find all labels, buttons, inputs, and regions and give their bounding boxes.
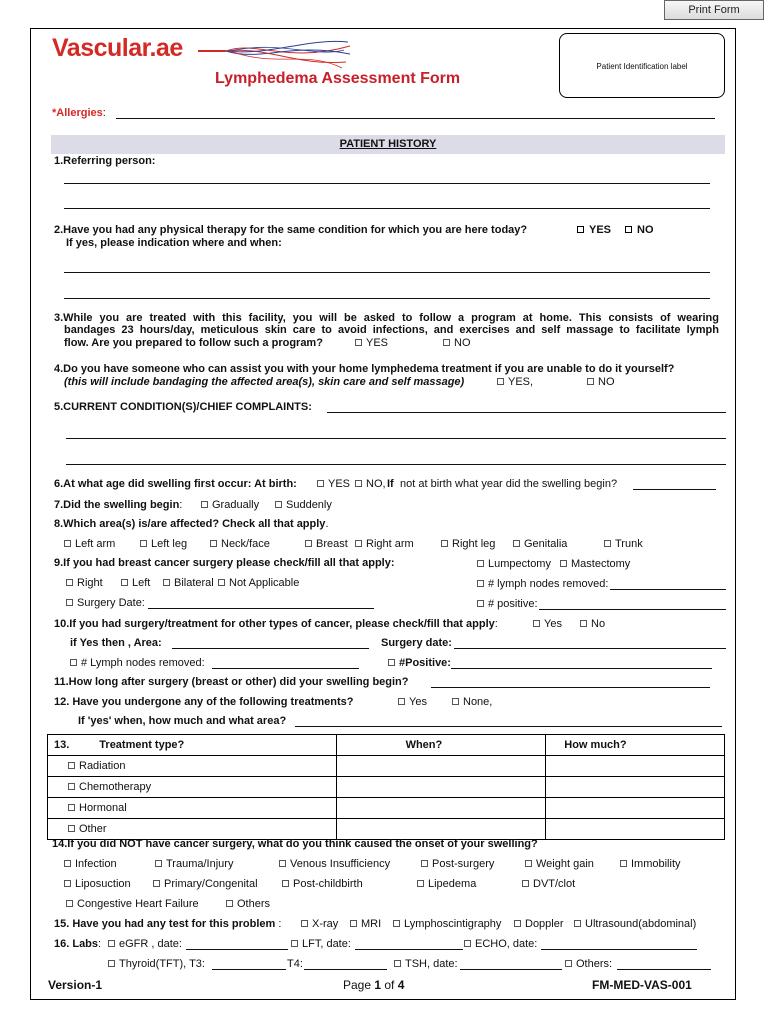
q14-infection[interactable]: Infection	[64, 858, 117, 870]
q9-surgery-date[interactable]: Surgery Date:	[66, 597, 145, 609]
q8-neck-face[interactable]: Neck/face	[210, 538, 270, 550]
checkbox-icon[interactable]	[625, 226, 632, 233]
q16-echo-field[interactable]	[541, 949, 697, 950]
checkbox-icon[interactable]	[522, 880, 529, 887]
q12-followup: If 'yes' when, how much and what area?	[78, 715, 287, 727]
checkbox-icon[interactable]	[587, 378, 594, 385]
patient-id-label-box: Patient Identification label	[559, 33, 725, 98]
checkbox-icon[interactable]	[282, 880, 289, 887]
q9-positive-field[interactable]	[539, 609, 726, 610]
checkbox-icon[interactable]	[417, 880, 424, 887]
checkbox-icon[interactable]	[163, 579, 170, 586]
table-header-cell: When?	[336, 735, 546, 756]
q1-label: 1.Referring person:	[54, 155, 156, 167]
q16-thyroid[interactable]: Thyroid(TFT), T3:	[108, 958, 205, 970]
q14-primary-congenital[interactable]: Primary/Congenital	[153, 878, 258, 890]
q9-bilateral[interactable]: Bilateral	[163, 577, 214, 589]
q10-no[interactable]: No	[580, 618, 605, 630]
table-cell[interactable]	[546, 798, 725, 819]
checkbox-icon[interactable]	[275, 501, 282, 508]
q14-post-surgery[interactable]: Post-surgery	[421, 858, 494, 870]
logo-vessels-icon	[196, 38, 352, 72]
q12-label: 12. Have you undergone any of the following treatments?	[54, 696, 354, 708]
checkbox-icon[interactable]	[68, 825, 75, 832]
checkbox-icon[interactable]	[443, 339, 450, 346]
q9-mastectomy[interactable]: Mastectomy	[560, 558, 630, 570]
checkbox-icon[interactable]	[355, 540, 362, 547]
q12-field[interactable]	[295, 726, 722, 727]
q2-field-line-1[interactable]	[64, 272, 710, 273]
q11-label: 11.How long after surgery (breast or other) did your swelling begin?	[54, 676, 409, 688]
q4-no[interactable]: NO	[587, 376, 615, 388]
checkbox-icon[interactable]	[201, 501, 208, 508]
table-cell[interactable]: Hormonal	[48, 798, 337, 819]
table-cell[interactable]	[336, 798, 546, 819]
checkbox-icon[interactable]	[355, 480, 362, 487]
checkbox-icon[interactable]	[140, 540, 147, 547]
q11-field[interactable]	[431, 687, 710, 688]
q15-lymphoscintigraphy[interactable]: Lymphoscintigraphy	[393, 918, 501, 930]
q9-surgery-date-field[interactable]	[148, 608, 374, 609]
q10-area-label: if Yes then , Area:	[70, 637, 162, 649]
checkbox-icon[interactable]	[464, 940, 471, 947]
q4-line2: (this will include bandaging the affected area(s), skin care and self massage)	[64, 376, 465, 388]
q1-field-line-2[interactable]	[64, 208, 710, 209]
checkbox-icon[interactable]	[497, 378, 504, 385]
q15-ultrasound[interactable]: Ultrasound(abdominal)	[574, 918, 696, 930]
q8-genitalia[interactable]: Genitalia	[513, 538, 567, 550]
q10-positive-field[interactable]	[451, 668, 712, 669]
checkbox-icon[interactable]	[441, 540, 448, 547]
checkbox-icon[interactable]	[108, 940, 115, 947]
table-cell[interactable]	[336, 819, 546, 840]
q3-yes[interactable]: YES	[355, 337, 388, 349]
checkbox-icon[interactable]	[477, 600, 484, 607]
q6-rest: not at birth what year did the swelling begin?	[400, 478, 618, 490]
checkbox-icon[interactable]	[279, 860, 286, 867]
q9-nodes-removed-field[interactable]	[610, 589, 726, 590]
q2-followup: If yes, please indication where and when:	[66, 237, 282, 249]
checkbox-icon[interactable]	[513, 540, 520, 547]
print-form-button[interactable]: Print Form	[664, 0, 764, 20]
q16-lft[interactable]: LFT, date:	[291, 938, 351, 950]
q16-t4-label: T4:	[287, 958, 303, 970]
checkbox-icon[interactable]	[574, 920, 581, 927]
checkbox-icon[interactable]	[108, 960, 115, 967]
q15-doppler[interactable]: Doppler	[514, 918, 564, 930]
checkbox-icon[interactable]	[560, 560, 567, 567]
q14-post-childbirth[interactable]: Post-childbirth	[282, 878, 363, 890]
q6-label: 6.At what age did swelling first occur: At birth:	[54, 478, 297, 490]
checkbox-icon[interactable]	[291, 940, 298, 947]
q7-label: 7.Did the swelling begin:	[54, 499, 183, 511]
q2-no[interactable]: NO	[625, 224, 654, 236]
q7-suddenly[interactable]: Suddenly	[275, 499, 332, 511]
checkbox-icon[interactable]	[226, 900, 233, 907]
table-row	[48, 777, 725, 798]
checkbox-icon[interactable]	[68, 762, 75, 769]
checkbox-icon[interactable]	[620, 860, 627, 867]
q9-left[interactable]: Left	[121, 577, 150, 589]
q14-label: 14.If you did NOT have cancer surgery, what do you think caused the onset of your swelling?	[52, 838, 538, 850]
checkbox-icon[interactable]	[477, 580, 484, 587]
checkbox-icon[interactable]	[394, 960, 401, 967]
checkbox-icon[interactable]	[317, 480, 324, 487]
checkbox-icon[interactable]	[525, 860, 532, 867]
checkbox-icon[interactable]	[421, 860, 428, 867]
footer-page-number: Page 1 of 4	[343, 978, 405, 992]
checkbox-icon[interactable]	[218, 579, 225, 586]
q14-dvt-clot[interactable]: DVT/clot	[522, 878, 575, 890]
q4-line1: 4.Do you have someone who can assist you with your home lymphedema treatment if you are unable to do it yourself?	[54, 363, 675, 375]
checkbox-icon[interactable]	[577, 226, 584, 233]
q16-lft-field[interactable]	[355, 949, 463, 950]
checkbox-icon[interactable]	[393, 920, 400, 927]
q6-year-field[interactable]	[633, 489, 716, 490]
q8-trunk[interactable]: Trunk	[604, 538, 643, 550]
checkbox-icon[interactable]	[398, 698, 405, 705]
q15-mri[interactable]: MRI	[350, 918, 381, 930]
q10-positive[interactable]: #Positive:	[388, 657, 451, 669]
q16-tsh[interactable]: TSH, date:	[394, 958, 458, 970]
checkbox-icon[interactable]	[452, 698, 459, 705]
checkbox-icon[interactable]	[66, 599, 73, 606]
allergies-label: *Allergies:	[52, 107, 106, 119]
logo: Vascular.ae	[52, 34, 183, 62]
table-row	[48, 819, 725, 840]
q5-field-line-2[interactable]	[66, 438, 726, 439]
checkbox-icon[interactable]	[153, 880, 160, 887]
q4-yes[interactable]: YES,	[497, 376, 533, 388]
q8-right-leg[interactable]: Right leg	[441, 538, 495, 550]
form-frame	[30, 28, 736, 1000]
q12-none[interactable]: None,	[452, 696, 492, 708]
table-row	[48, 798, 725, 819]
q10-label: 10.If you had surgery/treatment for other types of cancer, please check/fill that apply:	[54, 618, 498, 630]
checkbox-icon[interactable]	[210, 540, 217, 547]
checkbox-icon[interactable]	[64, 540, 71, 547]
checkbox-icon[interactable]	[68, 783, 75, 790]
table-cell[interactable]	[336, 756, 546, 777]
q3-line3: flow. Are you prepared to follow such a program?	[64, 337, 323, 349]
q2-label: 2.Have you had any physical therapy for the same condition for which you are here today?	[54, 224, 528, 236]
q16-others-field[interactable]	[617, 969, 711, 970]
q6-no[interactable]: NO,	[355, 478, 386, 490]
q10-surgery-date-field[interactable]	[454, 648, 726, 649]
checkbox-icon[interactable]	[66, 579, 73, 586]
checkbox-icon[interactable]	[70, 659, 77, 666]
q6-yes[interactable]: YES	[317, 478, 350, 490]
q5-field-line-3[interactable]	[66, 464, 726, 465]
table-header-cell: How much?	[546, 735, 725, 756]
q9-right[interactable]: Right	[66, 577, 103, 589]
q5-label: 5.CURRENT CONDITION(S)/CHIEF COMPLAINTS:	[54, 401, 312, 413]
q10-yes[interactable]: Yes	[533, 618, 562, 630]
q16-echo[interactable]: ECHO, date:	[464, 938, 537, 950]
checkbox-icon[interactable]	[388, 659, 395, 666]
q9-lumpectomy[interactable]: Lumpectomy	[477, 558, 551, 570]
q12-yes[interactable]: Yes	[398, 696, 427, 708]
checkbox-icon[interactable]	[121, 579, 128, 586]
q14-trauma[interactable]: Trauma/Injury	[155, 858, 233, 870]
q3-no[interactable]: NO	[443, 337, 471, 349]
checkbox-icon[interactable]	[355, 339, 362, 346]
checkbox-icon[interactable]	[514, 920, 521, 927]
q8-breast[interactable]: Breast	[305, 538, 348, 550]
table-cell[interactable]	[546, 777, 725, 798]
checkbox-icon[interactable]	[604, 540, 611, 547]
q9-label: 9.If you had breast cancer surgery please check/fill all that apply:	[54, 557, 395, 569]
checkbox-icon[interactable]	[155, 860, 162, 867]
q15-label: 15. Have you had any test for this problem :	[54, 918, 282, 930]
checkbox-icon[interactable]	[68, 804, 75, 811]
table-cell[interactable]: Chemotherapy	[48, 777, 337, 798]
q2-field-line-2[interactable]	[64, 298, 710, 299]
q14-weight-gain[interactable]: Weight gain	[525, 858, 594, 870]
q16-t4-field[interactable]	[304, 969, 387, 970]
q1-field-line-1[interactable]	[64, 183, 710, 184]
footer-form-code: FM-MED-VAS-001	[592, 978, 692, 992]
q16-label: 16. Labs:	[54, 938, 102, 950]
q9-nodes-removed[interactable]: # lymph nodes removed:	[477, 578, 608, 590]
footer-version: Version-1	[48, 978, 103, 992]
checkbox-icon[interactable]	[580, 620, 587, 627]
q14-lipedema[interactable]: Lipedema	[417, 878, 476, 890]
q7-gradually[interactable]: Gradually	[201, 499, 259, 511]
checkbox-icon[interactable]	[305, 540, 312, 547]
q5-field-line-1[interactable]	[327, 412, 726, 413]
q8-right-arm[interactable]: Right arm	[355, 538, 414, 550]
q10-surgery-date-label: Surgery date:	[381, 637, 452, 649]
q10-nodes-removed[interactable]: # Lymph nodes removed:	[70, 657, 205, 669]
q10-nodes-removed-field[interactable]	[212, 668, 359, 669]
q14-others[interactable]: Others	[226, 898, 270, 910]
q15-xray[interactable]: X-ray	[301, 918, 338, 930]
table-row	[48, 756, 725, 777]
section-title: PATIENT HISTORY	[51, 135, 725, 154]
q8-left-leg[interactable]: Left leg	[140, 538, 187, 550]
table-cell[interactable]: Radiation	[48, 756, 337, 777]
checkbox-icon[interactable]	[533, 620, 540, 627]
q14-venous[interactable]: Venous Insufficiency	[279, 858, 390, 870]
checkbox-icon[interactable]	[66, 900, 73, 907]
table-cell[interactable]	[336, 777, 546, 798]
treatment-table	[47, 734, 725, 840]
q16-egfr-field[interactable]	[186, 949, 288, 950]
q8-label: 8.Which area(s) is/are affected? Check all that apply.	[54, 518, 329, 530]
q14-chf[interactable]: Congestive Heart Failure	[66, 898, 199, 910]
checkbox-icon[interactable]	[64, 860, 71, 867]
table-header-row	[48, 735, 725, 756]
form-title: Lymphedema Assessment Form	[215, 70, 461, 87]
q16-t3-field[interactable]	[212, 969, 286, 970]
checkbox-icon[interactable]	[350, 920, 357, 927]
q14-liposuction[interactable]: Liposuction	[64, 878, 131, 890]
q6-if: If	[387, 478, 394, 490]
q14-immobility[interactable]: Immobility	[620, 858, 681, 870]
checkbox-icon[interactable]	[565, 960, 572, 967]
q16-tsh-field[interactable]	[460, 969, 562, 970]
q9-not-applicable[interactable]: Not Applicable	[218, 577, 299, 589]
q2-yes[interactable]: YES	[577, 224, 611, 236]
q16-egfr[interactable]: eGFR , date:	[108, 938, 182, 950]
q8-left-arm[interactable]: Left arm	[64, 538, 115, 550]
allergies-field[interactable]	[116, 118, 715, 119]
table-cell[interactable]	[546, 819, 725, 840]
table-cell[interactable]: Other	[48, 819, 337, 840]
q9-positive[interactable]: # positive:	[477, 598, 538, 610]
checkbox-icon[interactable]	[64, 880, 71, 887]
q10-area-field[interactable]	[172, 648, 369, 649]
q16-others[interactable]: Others:	[565, 958, 612, 970]
checkbox-icon[interactable]	[301, 920, 308, 927]
checkbox-icon[interactable]	[477, 560, 484, 567]
table-cell[interactable]	[546, 756, 725, 777]
table-header-cell: 13. Treatment type?	[48, 735, 337, 756]
q3-line2: bandages 23 hours/day, meticulous skin care to avoid infections, and exercises and self massage to facilitate lymph	[64, 324, 719, 336]
q3-line1: 3.While you are treated with this facility, you will be asked to follow a program at home. This consists of wearing	[54, 312, 719, 324]
